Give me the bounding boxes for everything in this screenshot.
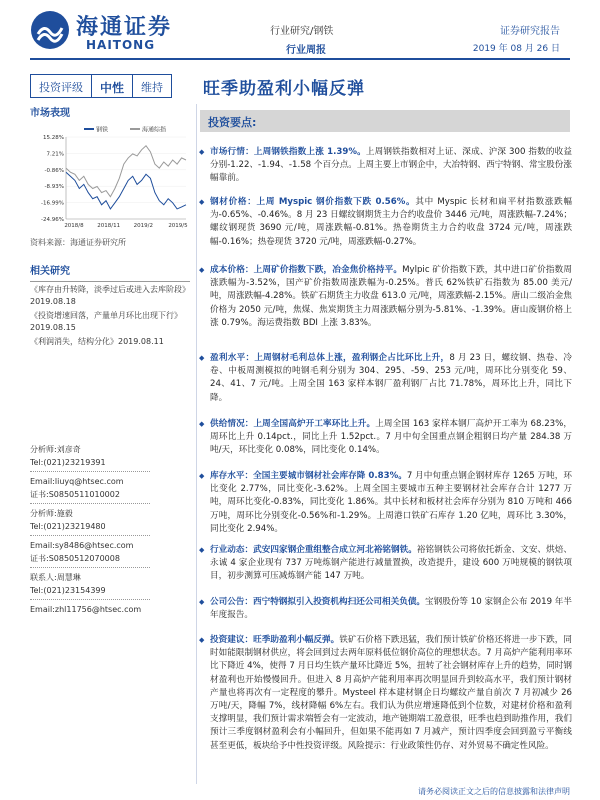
market-chart-svg <box>30 123 190 233</box>
page-title: 旺季助盈利小幅反弹 <box>203 79 365 99</box>
point-profit: ◆ 盈利水平：上周钢材毛利总体上涨，盈利钢企占比环比上升，8 月 23 日，螺纹钢、热卷、冷卷、中板周测模拟的吨钢毛利分别为 304、295、-59、253 元/吨，周环比分别变化 59、24、41、7 元/吨。上周全国 163 家样本钢厂盈利钢厂占比 71.78%，周环比上升，同比下降。 <box>210 352 572 405</box>
header-divider <box>30 58 570 60</box>
analyst-cert: 证书:S0850511010002 <box>30 490 120 499</box>
analyst-name: 分析师:施毅 <box>30 509 73 518</box>
related-item[interactable]: 《投资增速回落，产量单月环比出现下行》2019.08.15 <box>30 311 182 332</box>
x-tick-label: 2018/8 <box>64 223 84 229</box>
rating-label: 投资评级 <box>39 81 83 94</box>
legend-label: 海通综指 <box>142 126 167 134</box>
analyst-list <box>30 443 180 616</box>
legend-label: 钢铁 <box>96 126 109 134</box>
related-item[interactable]: 《库存由升转降，淡季过后或进入去库阶段》2019.08.18 <box>30 285 190 306</box>
x-tick-label: 2018/11 <box>97 223 121 229</box>
rating-value: 中性 <box>91 75 132 97</box>
rating-bar <box>30 74 172 98</box>
page-header <box>0 0 600 62</box>
y-tick-label: -16.99% <box>41 200 64 207</box>
contact-tel: Tel:(021)23154399 <box>30 586 106 595</box>
point-market: ◆ 市场行情：上周钢铁指数上涨 1.39%。上周钢铁指数相对上证、深成、沪深 300 指数的收益分别-1.22、-1.94、-1.58 个百分点。上周主要上市钢企中，大冶特钢、西宁特钢、常宝股份涨幅靠前。 <box>210 146 572 186</box>
report-category: 行业研究/钢铁 <box>270 26 334 37</box>
rating-status: 维持 <box>132 75 171 97</box>
left-column <box>30 104 190 348</box>
point-industry: ◆ 行业动态：武安四家钢企重组整合成立河北裕铭钢铁。裕铭钢铁公司将依托新金、文安、烘焙、永诚 4 家企业现有 737 万吨炼钢产能进行减量置换，改造提升，建设 600 万吨规模的钢铁项目，初步测算可压减炼钢产能 147 万吨。 <box>210 544 572 584</box>
point-inventory: ◆ 库存水平：全国主要城市钢材社会库存降 0.83%。7 月中旬重点钢企钢材库存 1265 万吨，环比变化 2.77%，同比变化-3.62%。上周全国主要城市五种主要钢材社会库存合计 1277 万吨，周环比变化-0.83%，同比变化 1.86%。其中长材和板材社会库存分别为 810 万吨和 466 万吨，周环比分别变化-0.56%和-1.29%。上周港口铁矿石库存 1.20 亿吨，周环比 3.30%，同比变化 2.94%。 <box>210 470 572 536</box>
related-item[interactable]: 《利润消失，结构分化》2019.08.11 <box>30 337 164 346</box>
y-tick-label: -8.93% <box>44 184 64 191</box>
market-heading: 市场表现 <box>30 108 70 119</box>
report-kind: 证券研究报告 <box>500 26 560 37</box>
analyst-cert: 证书:S0850512070008 <box>30 554 120 563</box>
y-tick-label: -24.96% <box>41 217 64 223</box>
related-research <box>30 262 190 348</box>
contact-name: 联系人:周慧琳 <box>30 573 81 582</box>
footer-disclaimer: 请务必阅读正文之后的信息披露和法律声明 <box>418 787 570 796</box>
haitong-logo-icon <box>30 10 70 50</box>
x-tick-label: 2019/2 <box>133 223 154 229</box>
key-points-heading: 投资要点: <box>208 116 257 129</box>
point-company: ◆ 公司公告：西宁特钢拟引入投资机构扫还公司相关负债。宝钢股份等 10 家钢企公布 2019 年半年度报告。 <box>210 596 572 622</box>
analyst-name: 分析师:刘彦奇 <box>30 445 81 454</box>
point-steel-price: ◆ 钢材价格：上周 Myspic 钢价指数下跌 0.56%。其中 Myspic 长材和扁平材指数涨跌幅为-0.65%、-0.46%。8 月 23 日螺纹钢期货主力合约收盘价 3446 元/吨，周涨跌幅-7.24%；螺纹钢现货 3690 元/吨，周涨跌幅-0.81%。热卷期货主力合约收盘 3724 元/吨，周涨跌幅-0.16%；热卷现货 3720 元/吨，周涨跌幅-0.27%。 <box>210 196 572 249</box>
logo-text-cn: 海通证券 <box>76 14 173 40</box>
report-date: 2019 年 08 月 26 日 <box>472 44 560 54</box>
y-tick-label: -0.86% <box>44 167 64 174</box>
analyst-tel: Tel:(021)23219391 <box>30 458 106 467</box>
point-cost: ◆ 成本价格：上周矿价指数下跌，冶金焦价格持平。Mylpic 矿价指数下跌，其中进口矿价指数周涨跌幅为-3.52%，国产矿价指数周涨跌幅为-0.25%。普氏 62%铁矿石指数为 85.00 美元/吨，周涨跌幅-4.28%。铁矿石期货主力收盘 613.0 元/吨，周涨跌幅-2.15%。唐山二级冶金焦价格为 2050 元/吨，焦煤、焦炭期货主力周涨跌幅分别为-5.81%、-1.39%。唐山废钢价格上涨 0.79%。海运费指数 BDI 上涨 3.83%。 <box>210 264 572 330</box>
column-divider <box>196 104 197 784</box>
y-tick-label: 7.21% <box>46 151 64 158</box>
related-heading: 相关研究 <box>30 266 70 277</box>
analyst-email[interactable]: Email:liuyq@htsec.com <box>30 477 124 486</box>
analyst-tel: Tel:(021)23219480 <box>30 522 106 531</box>
key-points-header <box>200 110 570 132</box>
related-divider <box>30 281 190 282</box>
point-supply: ◆ 供给情况：上周全国高炉开工率环比上升。上周全国 163 家样本钢厂高炉开工率为 68.23%，周环比上升 0.14pct.，同比上升 1.52pct.。7 月中旬全国重点钢企粗钢日均产量 284.38 万吨/天，环比变化 0.08%，同比变化 0.14%。 <box>210 418 572 458</box>
point-investment: ◆ 投资建议：旺季助盈利小幅反弹。铁矿石价格下跌迅猛，我们预计铁矿价格还将进一步下跌，同时如能限制钢材供应，将会回到过去两年原料低位钢价高位的理想状态。7 月高炉产能利用率环比下降近 4%，使得 7 月日均生铁产量环比降近 5%，扭转了社会钢材库存上升的趋势，同时钢材盈利也开始慢慢回升。但进入 8 月高炉产能利用率再次明显回升到较高水平，我们预计钢材产量也将再次有一定程度的攀升。Mysteel 样本建材钢企日均螺纹产量自前次 7 月初减少 26 万吨/天，降幅 7%，线材降幅 6%左右。我们认为供应增速降低到个位数，对建材价格和盈利支撑明显，我们预计需求端暂会有一定波动，地产链期端工盈意很，旺季也趋到助推作用，我们预计三季度钢材盈利会有小幅回升，但如果不能再如 7 月减产，预计四季度会回到盈亏平衡线甚至更低，板块给予中性投资评级。风险提示：行业政策性仍存、对外贸易不确定性风险。 <box>210 634 572 753</box>
analyst-email[interactable]: Email:sy8486@htsec.com <box>30 541 134 550</box>
logo-text-en: HAITONG <box>86 38 156 52</box>
x-tick-label: 2019/5 <box>168 223 188 229</box>
contact-email[interactable]: Email:zhl11756@htsec.com <box>30 605 142 614</box>
y-tick-label: 15.28% <box>43 135 64 141</box>
report-type: 行业周报 <box>286 45 326 56</box>
market-chart <box>30 123 190 233</box>
chart-source: 资料来源：海通证券研究所 <box>30 238 126 247</box>
